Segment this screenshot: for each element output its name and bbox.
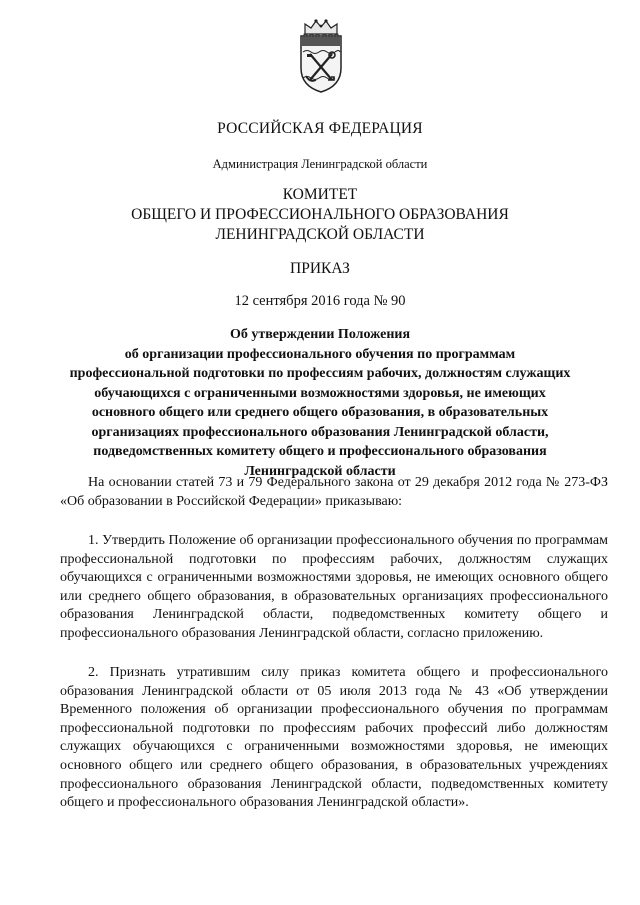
- country-name: РОССИЙСКАЯ ФЕДЕРАЦИЯ: [217, 120, 423, 137]
- leningrad-oblast-coat-of-arms-icon: [297, 18, 345, 94]
- subject-line: об организации профессионального обучения по программам: [124, 346, 516, 362]
- subject-line: подведомственных комитету общего и профессионального образования: [93, 444, 547, 459]
- subject-line: Об утверждении Положения: [229, 327, 411, 342]
- order-subject: [50, 325, 590, 481]
- committee-name: [0, 185, 640, 245]
- item-1-paragraph: 1. Утвердить Положение об организации профессионального обучения по программам профессиональной подготовки по профессиям рабочих, должностям служащих обучающихся с ограниченными возможностями здоровья, не имеющих основного общего или среднего общего образования, в образовательных организациях профессионального образования Ленинградской области, подведомственных комитету общего и профессионального образования Ленинградской области, согласно приложению.: [60, 533, 608, 641]
- subject-line: обучающихся с ограниченными возможностями здоровья, не имеющих: [94, 385, 546, 401]
- order-title: ПРИКАЗ: [290, 260, 350, 277]
- basis-paragraph: На основании статей 73 и 79 Федерального закона от 29 декабря 2012 года № 273-ФЗ «Об образовании в Российской Федерации» приказываю:: [60, 475, 608, 509]
- subject-line: основного общего или среднего общего образования, в образовательных: [91, 405, 549, 420]
- subject-line: Ленинградской области: [244, 463, 396, 479]
- administration-name: Администрация Ленинградской области: [212, 157, 428, 171]
- subject-line: профессиональной подготовки по профессиям рабочих, должностям служащих: [69, 366, 571, 381]
- committee-line: ОБЩЕГО И ПРОФЕССИОНАЛЬНОГО ОБРАЗОВАНИЯ: [131, 206, 509, 223]
- subject-line: организациях профессионального образования Ленинградской области,: [91, 424, 549, 440]
- item-2-paragraph: 2. Признать утратившим силу приказ комитета общего и профессионального образования Ленинградской области от 05 июля 2013 года № 43 «Об утверждении Временного положения об организации профессионального обучения по программам профессиональной подготовки по профессиям рабочих профессий либо должностям служащих обучающихся с ограниченными возможностями здоровья, не имеющих основного общего или среднего общего образования, в образовательных учреждениях профессионального образования Ленинградской области, подведомственных комитету общего и профессионального образования Ленинградской области».: [60, 665, 608, 811]
- committee-line: КОМИТЕТ: [282, 186, 358, 203]
- order-date-number: 12 сентября 2016 года № 90: [234, 293, 406, 309]
- committee-line: ЛЕНИНГРАДСКОЙ ОБЛАСТИ: [215, 226, 425, 243]
